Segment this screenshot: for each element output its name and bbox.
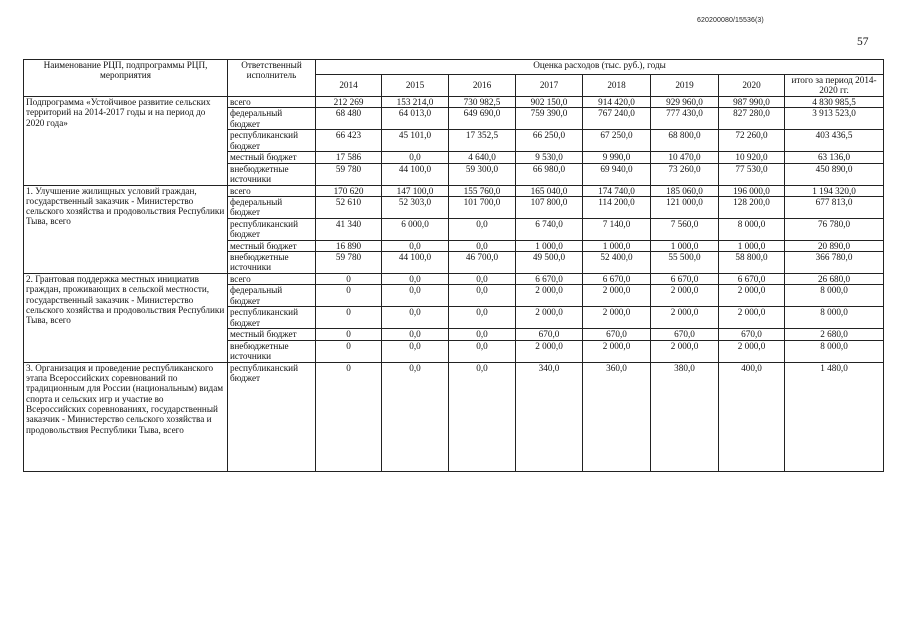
year-value: 9 990,0: [583, 152, 651, 163]
total-value: 3 913 523,0: [785, 108, 884, 130]
funding-source: всего: [228, 274, 316, 285]
year-value: 6 670,0: [719, 274, 785, 285]
year-value: 1 000,0: [651, 240, 719, 251]
year-value: 59 780: [316, 252, 382, 274]
document-id: 620200080/15536(3): [697, 17, 764, 24]
table-row: [24, 362, 884, 471]
year-value: 101 700,0: [449, 196, 516, 218]
year-value: 2 000,0: [651, 307, 719, 329]
year-value: 0: [316, 362, 382, 471]
year-value: 121 000,0: [651, 196, 719, 218]
year-value: 6 670,0: [651, 274, 719, 285]
year-value: 10 470,0: [651, 152, 719, 163]
header-total: итого за период 2014-2020 гг.: [785, 75, 884, 97]
year-value: 49 500,0: [516, 252, 583, 274]
funding-source: местный бюджет: [228, 152, 316, 163]
year-value: 0,0: [449, 218, 516, 240]
year-value: 0,0: [382, 362, 449, 471]
year-value: 0,0: [382, 152, 449, 163]
table-row: [24, 185, 884, 196]
year-value: 58 800,0: [719, 252, 785, 274]
year-value: 0,0: [382, 307, 449, 329]
year-value: 41 340: [316, 218, 382, 240]
funding-source: республиканский бюджет: [228, 362, 316, 471]
year-value: 77 530,0: [719, 163, 785, 185]
year-value: 68 480: [316, 108, 382, 130]
program-name: 3. Организация и проведение республиканского этапа Всероссийских соревнований по традиционным для России (национальным) видам спорта и сельских игр и участие во Всероссийских соревнованиях, государственный заказчик - Министерство сельского хозяйства и продовольствия Республики Тыва, всего: [24, 362, 228, 471]
year-value: 16 890: [316, 240, 382, 251]
year-value: 7 560,0: [651, 218, 719, 240]
program-name: Подпрограмма «Устойчивое развитие сельских территорий на 2014-2017 годы и на период до 2020 года»: [24, 97, 228, 186]
funding-source: всего: [228, 185, 316, 196]
year-value: 114 200,0: [583, 196, 651, 218]
total-value: 8 000,0: [785, 340, 884, 362]
funding-source: республиканский бюджет: [228, 218, 316, 240]
total-value: 76 780,0: [785, 218, 884, 240]
year-value: 73 260,0: [651, 163, 719, 185]
total-value: 63 136,0: [785, 152, 884, 163]
year-value: 0,0: [449, 329, 516, 340]
year-value: 68 800,0: [651, 130, 719, 152]
year-value: 45 101,0: [382, 130, 449, 152]
year-value: 17 586: [316, 152, 382, 163]
year-value: 6 740,0: [516, 218, 583, 240]
header-year: 2014: [316, 75, 382, 97]
funding-source: федеральный бюджет: [228, 196, 316, 218]
year-value: 929 960,0: [651, 97, 719, 108]
program-name: 2. Грантовая поддержка местных инициатив граждан, проживающих в сельской местности, государственный заказчик - Министерство сельского хозяйства и продовольствия Республики Тыва, всего: [24, 274, 228, 363]
table-row: [24, 97, 884, 108]
year-value: 914 420,0: [583, 97, 651, 108]
total-value: 2 680,0: [785, 329, 884, 340]
year-value: 55 500,0: [651, 252, 719, 274]
header-year: 2016: [449, 75, 516, 97]
year-value: 66 250,0: [516, 130, 583, 152]
total-value: 20 890,0: [785, 240, 884, 251]
year-value: 0: [316, 274, 382, 285]
year-value: 0: [316, 285, 382, 307]
funding-source: внебюджетные источники: [228, 252, 316, 274]
funding-source: местный бюджет: [228, 329, 316, 340]
header-estimate: Оценка расходов (тыс. руб.), годы: [316, 60, 884, 75]
year-value: 147 100,0: [382, 185, 449, 196]
year-value: 52 400,0: [583, 252, 651, 274]
header-year: 2019: [651, 75, 719, 97]
year-value: 6 670,0: [516, 274, 583, 285]
year-value: 174 740,0: [583, 185, 651, 196]
total-value: 8 000,0: [785, 307, 884, 329]
year-value: 0,0: [382, 340, 449, 362]
year-value: 400,0: [719, 362, 785, 471]
year-value: 670,0: [583, 329, 651, 340]
year-value: 827 280,0: [719, 108, 785, 130]
year-value: 670,0: [651, 329, 719, 340]
total-value: 4 830 985,5: [785, 97, 884, 108]
header-year: 2017: [516, 75, 583, 97]
year-value: 0: [316, 307, 382, 329]
year-value: 2 000,0: [651, 340, 719, 362]
year-value: 0,0: [449, 307, 516, 329]
expenditure-table: [23, 59, 884, 472]
funding-source: внебюджетные источники: [228, 163, 316, 185]
year-value: 6 000,0: [382, 218, 449, 240]
year-value: 59 780: [316, 163, 382, 185]
year-value: 170 620: [316, 185, 382, 196]
total-value: 1 480,0: [785, 362, 884, 471]
year-value: 2 000,0: [516, 307, 583, 329]
year-value: 2 000,0: [516, 285, 583, 307]
header-year: 2018: [583, 75, 651, 97]
year-value: 67 250,0: [583, 130, 651, 152]
year-value: 649 690,0: [449, 108, 516, 130]
year-value: 0: [316, 329, 382, 340]
year-value: 7 140,0: [583, 218, 651, 240]
year-value: 52 303,0: [382, 196, 449, 218]
year-value: 185 060,0: [651, 185, 719, 196]
year-value: 66 423: [316, 130, 382, 152]
year-value: 0,0: [449, 240, 516, 251]
total-value: 677 813,0: [785, 196, 884, 218]
year-value: 2 000,0: [583, 340, 651, 362]
year-value: 44 100,0: [382, 252, 449, 274]
year-value: 72 260,0: [719, 130, 785, 152]
year-value: 153 214,0: [382, 97, 449, 108]
total-value: 366 780,0: [785, 252, 884, 274]
total-value: 403 436,5: [785, 130, 884, 152]
year-value: 0,0: [382, 274, 449, 285]
funding-source: федеральный бюджет: [228, 285, 316, 307]
year-value: 340,0: [516, 362, 583, 471]
funding-source: республиканский бюджет: [228, 307, 316, 329]
program-name: 1. Улучшение жилищных условий граждан, государственный заказчик - Министерство сельского хозяйства и продовольствия Республики Тыва, всего: [24, 185, 228, 274]
year-value: 2 000,0: [719, 307, 785, 329]
year-value: 46 700,0: [449, 252, 516, 274]
year-value: 670,0: [516, 329, 583, 340]
year-value: 0,0: [382, 285, 449, 307]
funding-source: федеральный бюджет: [228, 108, 316, 130]
year-value: 0,0: [382, 329, 449, 340]
header-name-col: Наименование РЦП, подпрограммы РЦП, мероприятия: [24, 60, 228, 97]
year-value: 0,0: [382, 240, 449, 251]
year-value: 759 390,0: [516, 108, 583, 130]
funding-source: всего: [228, 97, 316, 108]
year-value: 0,0: [449, 362, 516, 471]
total-value: 1 194 320,0: [785, 185, 884, 196]
year-value: 767 240,0: [583, 108, 651, 130]
year-value: 2 000,0: [516, 340, 583, 362]
year-value: 2 000,0: [651, 285, 719, 307]
total-value: 450 890,0: [785, 163, 884, 185]
year-value: 4 640,0: [449, 152, 516, 163]
year-value: 9 530,0: [516, 152, 583, 163]
header-resp-col: Ответственный исполнитель: [228, 60, 316, 97]
total-value: 26 680,0: [785, 274, 884, 285]
year-value: 64 013,0: [382, 108, 449, 130]
funding-source: внебюджетные источники: [228, 340, 316, 362]
year-value: 128 200,0: [719, 196, 785, 218]
year-value: 52 610: [316, 196, 382, 218]
year-value: 0,0: [449, 340, 516, 362]
year-value: 2 000,0: [719, 340, 785, 362]
year-value: 196 000,0: [719, 185, 785, 196]
year-value: 1 000,0: [583, 240, 651, 251]
year-value: 17 352,5: [449, 130, 516, 152]
year-value: 69 940,0: [583, 163, 651, 185]
page-number: 57: [857, 36, 869, 48]
year-value: 0,0: [449, 285, 516, 307]
year-value: 1 000,0: [719, 240, 785, 251]
year-value: 10 920,0: [719, 152, 785, 163]
year-value: 2 000,0: [719, 285, 785, 307]
year-value: 155 760,0: [449, 185, 516, 196]
year-value: 66 980,0: [516, 163, 583, 185]
year-value: 777 430,0: [651, 108, 719, 130]
year-value: 212 269: [316, 97, 382, 108]
funding-source: республиканский бюджет: [228, 130, 316, 152]
year-value: 0: [316, 340, 382, 362]
year-value: 670,0: [719, 329, 785, 340]
table-row: [24, 274, 884, 285]
year-value: 6 670,0: [583, 274, 651, 285]
year-value: 44 100,0: [382, 163, 449, 185]
year-value: 2 000,0: [583, 307, 651, 329]
header-year: 2020: [719, 75, 785, 97]
year-value: 165 040,0: [516, 185, 583, 196]
year-value: 0,0: [449, 274, 516, 285]
year-value: 380,0: [651, 362, 719, 471]
total-value: 8 000,0: [785, 285, 884, 307]
header-year: 2015: [382, 75, 449, 97]
year-value: 1 000,0: [516, 240, 583, 251]
year-value: 2 000,0: [583, 285, 651, 307]
year-value: 987 990,0: [719, 97, 785, 108]
year-value: 360,0: [583, 362, 651, 471]
year-value: 107 800,0: [516, 196, 583, 218]
year-value: 59 300,0: [449, 163, 516, 185]
year-value: 730 982,5: [449, 97, 516, 108]
year-value: 902 150,0: [516, 97, 583, 108]
year-value: 8 000,0: [719, 218, 785, 240]
funding-source: местный бюджет: [228, 240, 316, 251]
